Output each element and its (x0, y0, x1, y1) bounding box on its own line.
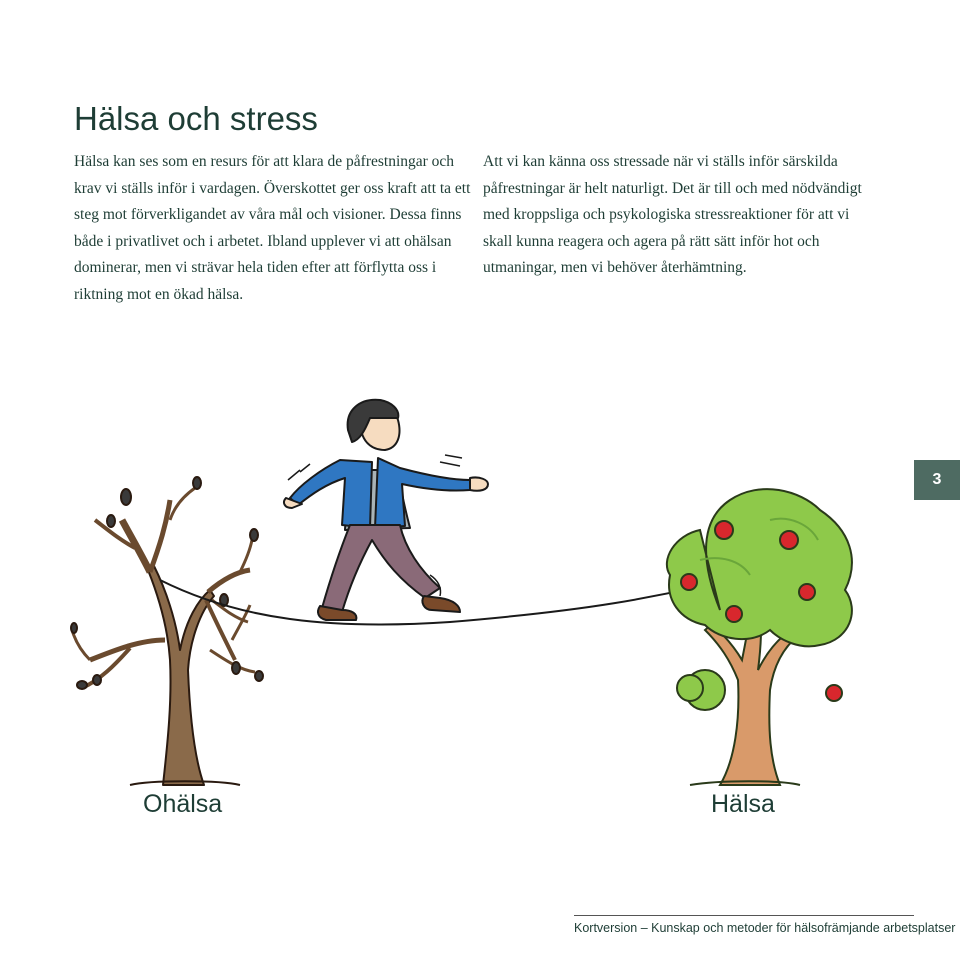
footer-text: Kortversion – Kunskap och metoder för hälsofrämjande arbetsplatser (574, 921, 956, 935)
intro-paragraph-right: Att vi kan känna oss stressade när vi ställs inför särskilda påfrestningar är helt naturligt. Det är till och med nödvändigt med kroppsliga och psykologiska stressreaktioner för att vi skall kunna reagera och agera på rätt sätt inför hot och utmaningar, men vi behöver återhämtning. (483, 153, 862, 276)
illness-label: Ohälsa (143, 790, 223, 818)
health-label: Hälsa (711, 790, 775, 818)
tightrope-illustration (0, 380, 960, 820)
chapter-tab: 3 (914, 460, 960, 500)
footer-divider (574, 915, 914, 916)
bare-tree-icon (71, 477, 263, 785)
page-title: Hälsa och stress (74, 100, 318, 137)
tightrope-walker-icon (284, 400, 488, 620)
intro-paragraph-left: Hälsa kan ses som en resurs för att klara de påfrestningar och krav vi ställs inför i vardagen. Överskottet ger oss kraft att ta ett steg mot förverkligandet av våra mål och visioner. Dessa finns både i privatlivet och i arbetet. Ibland upplever vi att ohälsan dominerar, men vi strävar hela tiden efter att förflytta oss i riktning mot en ökad hälsa. (74, 153, 471, 303)
apple-tree-icon (667, 489, 852, 785)
